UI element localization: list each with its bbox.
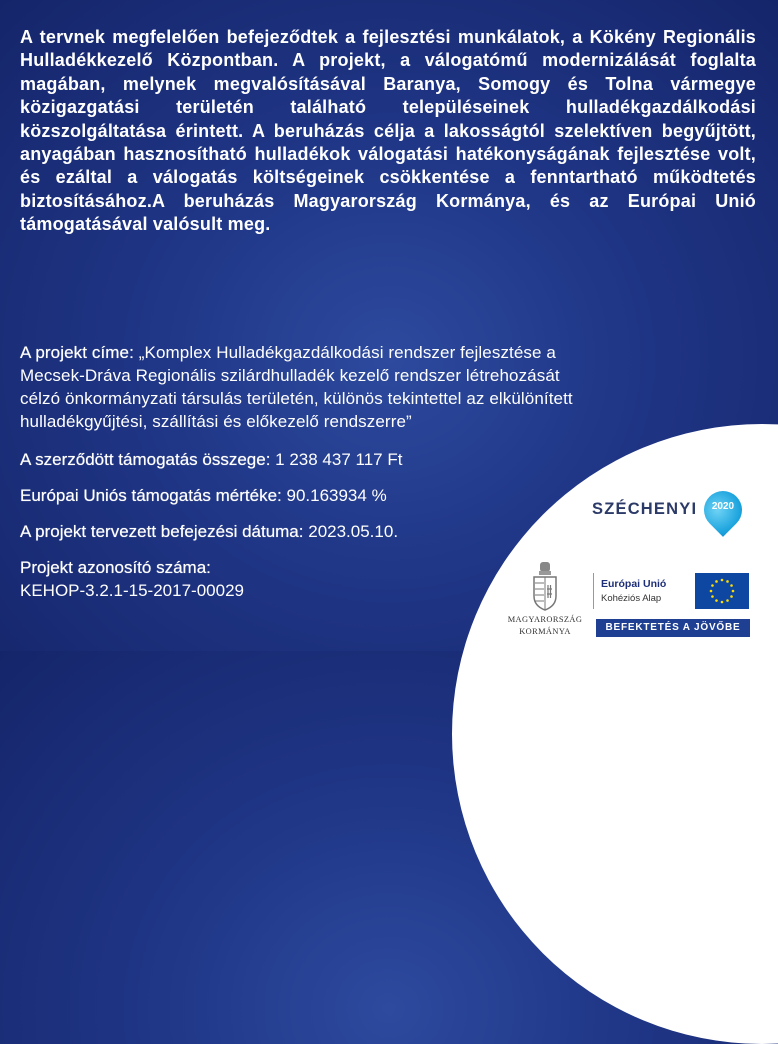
- project-id-value: KEHOP-3.2.1-15-2017-00029: [20, 581, 244, 600]
- hungary-line1: MAGYARORSZÁG: [507, 615, 583, 624]
- eu-support-rate-value: 90.163934 %: [286, 486, 387, 505]
- intro-line: biztosításához.A beruházás Magyarország Kormánya, és az Európai Unió: [20, 190, 756, 211]
- hungary-coat-of-arms-icon: [532, 562, 558, 612]
- eu-star: [710, 590, 713, 593]
- intro-line: Baranya, Somogy és Tolna vármegye közigazgatási területén található: [20, 73, 756, 118]
- project-title-line: „Komplex Hulladékgazdálkodási rendszer fejlesztése a: [138, 343, 556, 362]
- planned-end-date-label: A projekt tervezett befejezési dátuma:: [20, 522, 304, 541]
- hungary-line2: KORMÁNYA: [519, 627, 571, 636]
- project-title-line: Mecsek-Dráva Regionális szilárdhulladék kezelő rendszer létrehozását: [20, 366, 560, 385]
- intro-line: településeinek hulladékgazdálkodási közszolgáltatása érintett.: [20, 97, 756, 141]
- eu-star: [711, 584, 714, 587]
- project-title-line: hulladékgyűjtési, szállítási és előkezelő rendszerre”: [20, 412, 412, 431]
- intro-line: hasznosítható hulladékok válogatási hatékonyságának fejlesztése volt,: [123, 144, 756, 165]
- intro-line: A tervnek megfelelően befejeződtek a fejlesztési munkálatok, a Kökény: [20, 27, 656, 47]
- eu-name: Európai Unió: [601, 578, 667, 590]
- investment-slogan-bar: BEFEKTETÉS A JÖVŐBE: [596, 619, 750, 637]
- intro-paragraph: [20, 26, 756, 237]
- project-title: [20, 341, 700, 433]
- eu-support-rate-label: Európai Uniós támogatás mértéke:: [20, 486, 282, 505]
- intro-line: és ezáltal a válogatás költségeinek csökkentése a fenntartható működtetés: [20, 167, 756, 188]
- hungary-government-logo-text: [506, 614, 584, 638]
- planned-end-date-value: 2023.05.10.: [308, 522, 399, 541]
- grant-amount-value: 1 238 437 117 Ft: [275, 450, 403, 469]
- eu-star: [711, 595, 714, 598]
- intro-line: Regionális Hulladékkezelő Központban. A projekt, a válogatómű: [20, 27, 756, 71]
- project-title-line: célzó önkormányzati társulás területén, különös tekintettel az elkülönített: [20, 389, 573, 408]
- eu-star: [721, 579, 724, 582]
- intro-line: A beruházás célja a lakosságtól szelektíven begyűjtött, anyagában: [20, 120, 756, 165]
- eu-flag-icon: [695, 573, 749, 609]
- eu-star: [715, 580, 718, 583]
- szechenyi-logo-text: SZÉCHENYI: [592, 500, 698, 518]
- eu-star: [730, 584, 733, 587]
- grant-amount-label: A szerződött támogatás összege:: [20, 450, 271, 469]
- project-title-label: A projekt címe:: [20, 343, 134, 362]
- logo-divider: [593, 573, 594, 609]
- szechenyi-year: 2020: [711, 501, 735, 512]
- project-id-label: Projekt azonosító száma:: [20, 558, 211, 577]
- eu-star: [721, 601, 724, 604]
- eu-star: [732, 590, 735, 593]
- intro-line: támogatásával valósult meg.: [20, 214, 271, 235]
- eu-fund-name: Kohéziós Alap: [601, 593, 662, 604]
- eu-star: [726, 580, 729, 583]
- eu-star: [726, 599, 729, 602]
- grant-amount: [20, 448, 700, 471]
- eu-star: [715, 599, 718, 602]
- eu-star: [730, 595, 733, 598]
- intro-line: modernizálását foglalta magában, melynek megvalósításával: [20, 50, 757, 94]
